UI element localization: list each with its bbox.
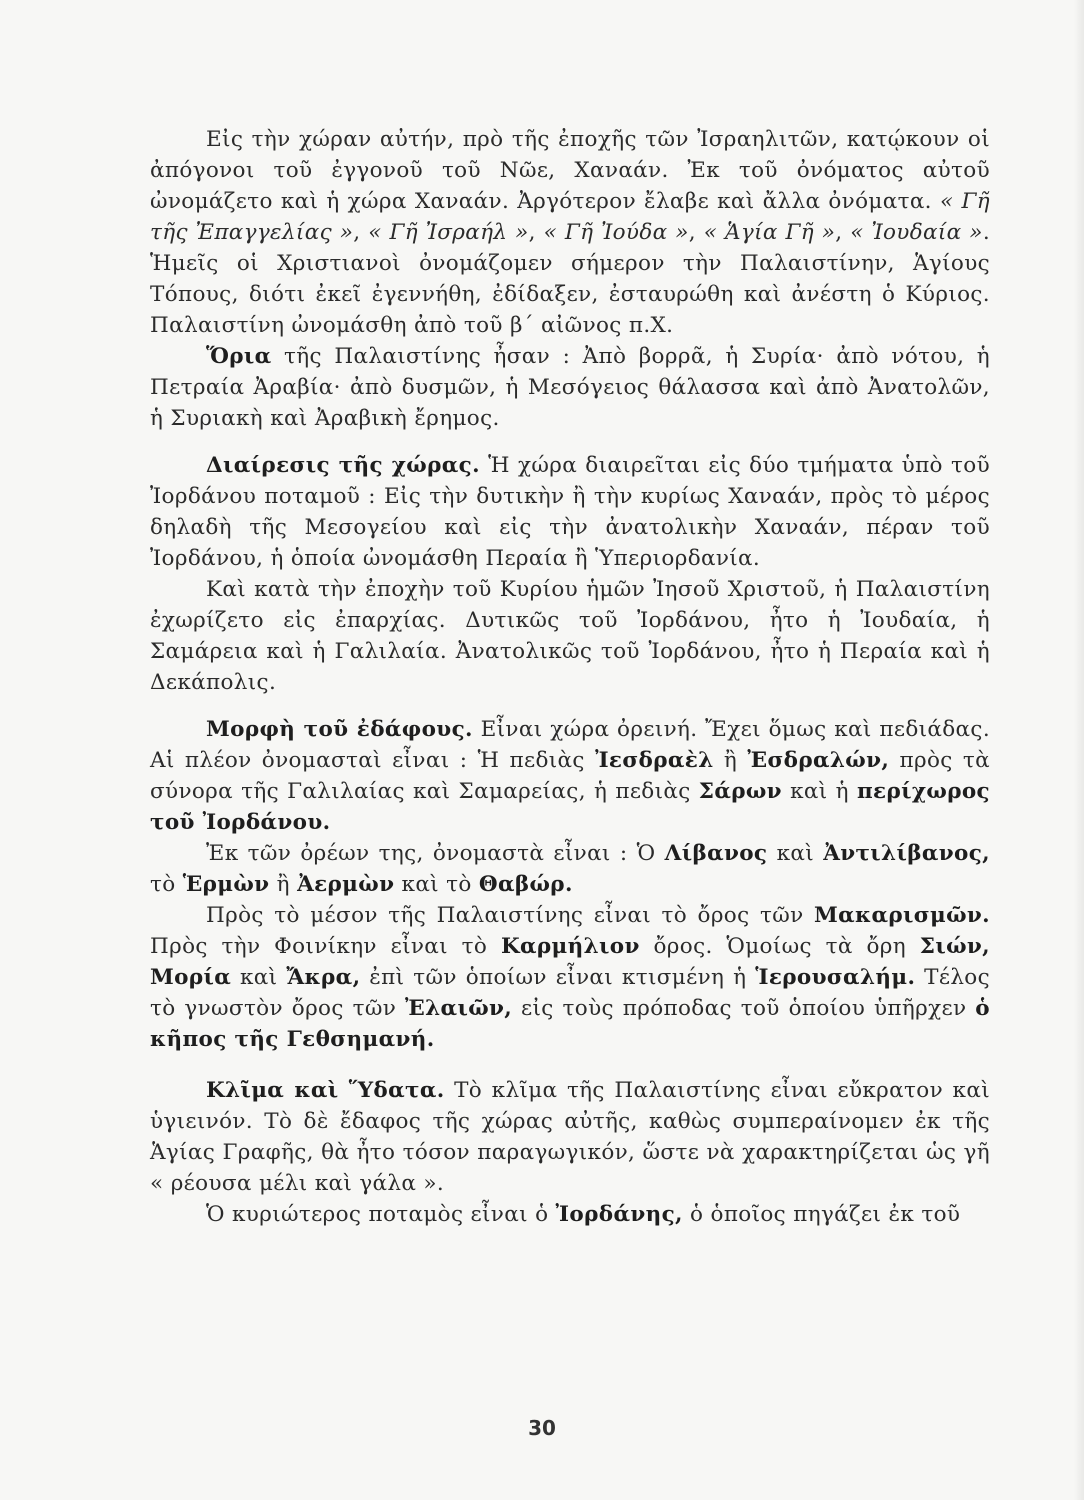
paragraph-canaan-names: Εἰς τὴν χώραν αὐτήν, πρὸ τῆς ἐποχῆς τῶν Ἰσραηλιτῶν, κατῴκουν οἱ ἀπόγονοι τοῦ ἐγγονοῦ τοῦ Νῶε, Χαναάν. Ἐκ τοῦ ὀνόματος αὐτοῦ ὠνομάζετο καὶ ἡ χώρα Χαναάν. Ἀργότερον ἔλαβε καὶ ἄλλα ὀνόματα. « Γῆ τῆς Ἐπαγγελίας », « Γῆ Ἰσραήλ », « Γῆ Ἰούδα », « Ἁγία Γῆ », « Ἰουδαία ». Ἡμεῖς οἱ Χριστιανοὶ ὀνομάζομεν σήμερον τὴν Παλαιστίνην, Ἁγίους Τόπους, διότι ἐκεῖ ἐγεννήθη, ἐδίδαξεν, ἐσταυρώθη καὶ ἀνέστη ὁ Κύριος. Παλαιστίνη ὠνομάσθη ἀπὸ τοῦ β΄ αἰῶνος π.Χ. [150,127,991,338]
paragraph-provinces: Καὶ κατὰ τὴν ἐποχὴν τοῦ Κυρίου ἡμῶν Ἰησοῦ Χριστοῦ, ἡ Παλαιστίνη ἐχωρίζετο εἰς ἐπαρχίας. Δυτικῶς τοῦ Ἰορδάνου, ἦτο ἡ Ἰουδαία, ἡ Σαμάρεια καὶ ἡ Γαλιλαία. Ἀνατολικῶς τοῦ Ἰορδάνου, ἦτο ἡ Περαία καὶ ἡ Δεκάπολις. [150,577,990,695]
paragraph-mountains: Ἐκ τῶν ὀρέων της, ὀνομαστὰ εἶναι : Ὁ Λίβανος καὶ Ἀντιλίβανος, τὸ Ἑρμὼν ἢ Ἀερμὼν καὶ τὸ Θαβώρ. [150,841,990,897]
paragraph-division: Διαίρεσις τῆς χώρας. Ἡ χώρα διαιρεῖται εἰς δύο τμήματα ὑπὸ τοῦ Ἰορδάνου ποταμοῦ : Εἰς τὴν δυτικὴν ἢ τὴν κυρίως Χαναάν, πρὸς τὸ μέρος δηλαδὴ τῆς Μεσογείου καὶ εἰς τὴν ἀνατολικὴν Χαναάν, πέραν τοῦ Ἰορδάνου, ἡ ὁποία ὠνομάσθη Περαία ἢ Ὑπεριορδανία. [150,453,990,571]
paragraph-terrain: Μορφὴ τοῦ ἐδάφους. Εἶναι χώρα ὀρεινή. Ἔχει ὅμως καὶ πεδιάδας. Αἱ πλέον ὀνομασταὶ εἶναι : Ἡ πεδιὰς Ἰεσδραὲλ ἢ Ἐσδραλών, πρὸς τὰ σύνορα τῆς Γαλιλαίας καὶ Σαμαρείας, ἡ πεδιὰς Σάρων καὶ ἡ περίχωρος τοῦ Ἰορδάνου. [150,717,991,835]
paragraph-other-mountains: Πρὸς τὸ μέσον τῆς Παλαιστίνης εἶναι τὸ ὄρος τῶν Μακαρισμῶν. Πρὸς τὴν Φοινίκην εἶναι τὸ Καρμήλιον ὄρος. Ὁμοίως τὰ ὄρη Σιών, Μορία καὶ Ἄκρα, ἐπὶ τῶν ὁποίων εἶναι κτισμένη ἡ Ἱερουσαλήμ. Τέλος τὸ γνωστὸν ὄρος τῶν Ἐλαιῶν, εἰς τοὺς πρόποδας τοῦ ὁποίου ὑπῆρχεν ὁ κῆπος τῆς Γεθσημανή. [150,903,991,1052]
paragraph-borders: Ὅρια τῆς Παλαιστίνης ἦσαν : Ἀπὸ βορρᾶ, ἡ Συρία· ἀπὸ νότου, ἡ Πετραία Ἀραβία· ἀπὸ δυσμῶν, ἡ Μεσόγειος θάλασσα καὶ ἀπὸ Ἀνατολῶν, ἡ Συριακὴ καὶ Ἀραβικὴ ἔρημος. [150,344,990,431]
page-text [150,124,990,1230]
paragraph-jordan-river: Ὁ κυριώτερος ποταμὸς εἶναι ὁ Ἰορδάνης, ὁ ὁποῖος πηγάζει ἐκ τοῦ [206,1202,961,1227]
paragraph-climate: Κλῖμα καὶ Ὕδατα. Τὸ κλῖμα τῆς Παλαιστίνης εἶναι εὔκρατον καὶ ὑγιεινόν. Τὸ δὲ ἔδαφος τῆς χώρας αὐτῆς, καθὼς συμπεραίνομεν ἐκ τῆς Ἁγίας Γραφῆς, θὰ ἦτο τόσον παραγωγικόν, ὥστε νὰ χαρακτηρίζεται ὡς γῆ « ρέουσα μέλι καὶ γάλα ». [150,1078,990,1196]
page-number: 30 [528,1416,556,1440]
page-edge-shadow [1074,0,1084,1500]
